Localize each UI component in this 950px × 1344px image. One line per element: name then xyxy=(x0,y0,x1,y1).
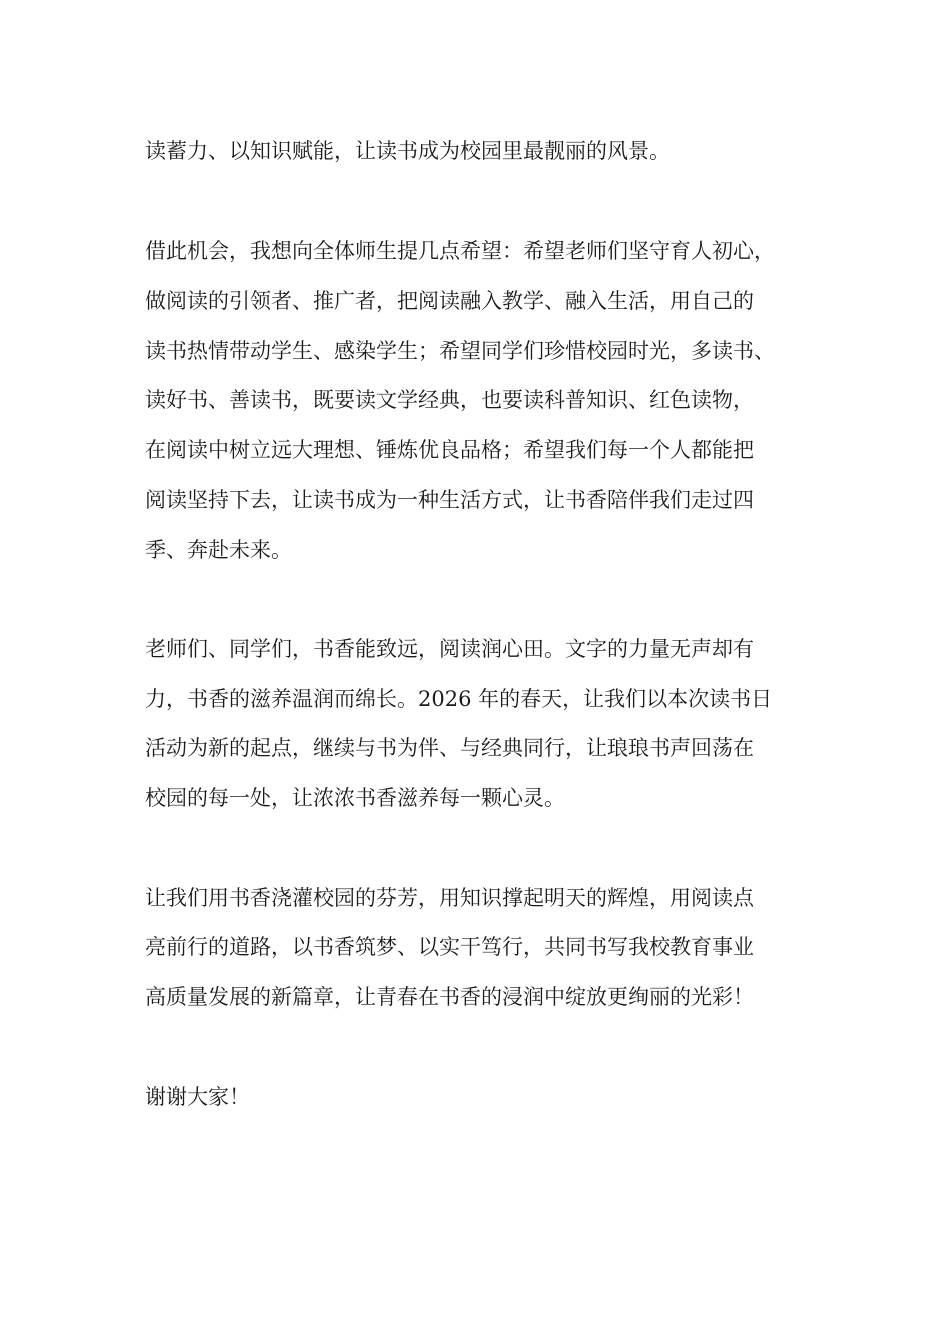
paragraph-4-line-3: 高质量发展的新篇章，让青春在书香的浸润中绽放更绚丽的光彩！ xyxy=(145,985,754,1009)
paragraph-4-line-1: 让我们用书香浇灌校园的芬芳，用知识撑起明天的辉煌，用阅读点 xyxy=(145,886,754,910)
paragraph-2-line-7: 季、奔赴未来。 xyxy=(145,538,292,562)
paragraph-3-line-4: 校园的每一处，让浓浓书香滋养每一颗心灵。 xyxy=(145,786,565,810)
closing-thanks: 谢谢大家！ xyxy=(145,1085,250,1109)
paragraph-2-line-2: 做阅读的引领者、推广者，把阅读融入教学、融入生活，用自己的 xyxy=(145,289,754,313)
paragraph-2-line-1: 借此机会，我想向全体师生提几点希望：希望老师们坚守育人初心， xyxy=(145,239,775,263)
paragraph-3-line-1: 老师们、同学们，书香能致远，阅读润心田。文字的力量无声却有 xyxy=(145,637,754,661)
paragraph-1-line-1: 读蓄力、以知识赋能，让读书成为校园里最靓丽的风景。 xyxy=(145,139,670,163)
paragraph-4-line-2: 亮前行的道路，以书香筑梦、以实干笃行，共同书写我校教育事业 xyxy=(145,935,754,959)
paragraph-2-line-3: 读书热情带动学生、感染学生；希望同学们珍惜校园时光，多读书、 xyxy=(145,339,775,363)
paragraph-2-line-5: 在阅读中树立远大理想、锤炼优良品格；希望我们每一个人都能把 xyxy=(145,438,754,462)
paragraph-3-line-2: 力，书香的滋养温润而绵长。2026 年的春天，让我们以本次读书日 xyxy=(145,687,773,711)
paragraph-2-line-4: 读好书、善读书，既要读文学经典，也要读科普知识、红色读物， xyxy=(145,388,754,412)
paragraph-2-line-6: 阅读坚持下去，让读书成为一种生活方式，让书香陪伴我们走过四 xyxy=(145,488,754,512)
paragraph-3-line-3: 活动为新的起点，继续与书为伴、与经典同行，让琅琅书声回荡在 xyxy=(145,736,754,760)
